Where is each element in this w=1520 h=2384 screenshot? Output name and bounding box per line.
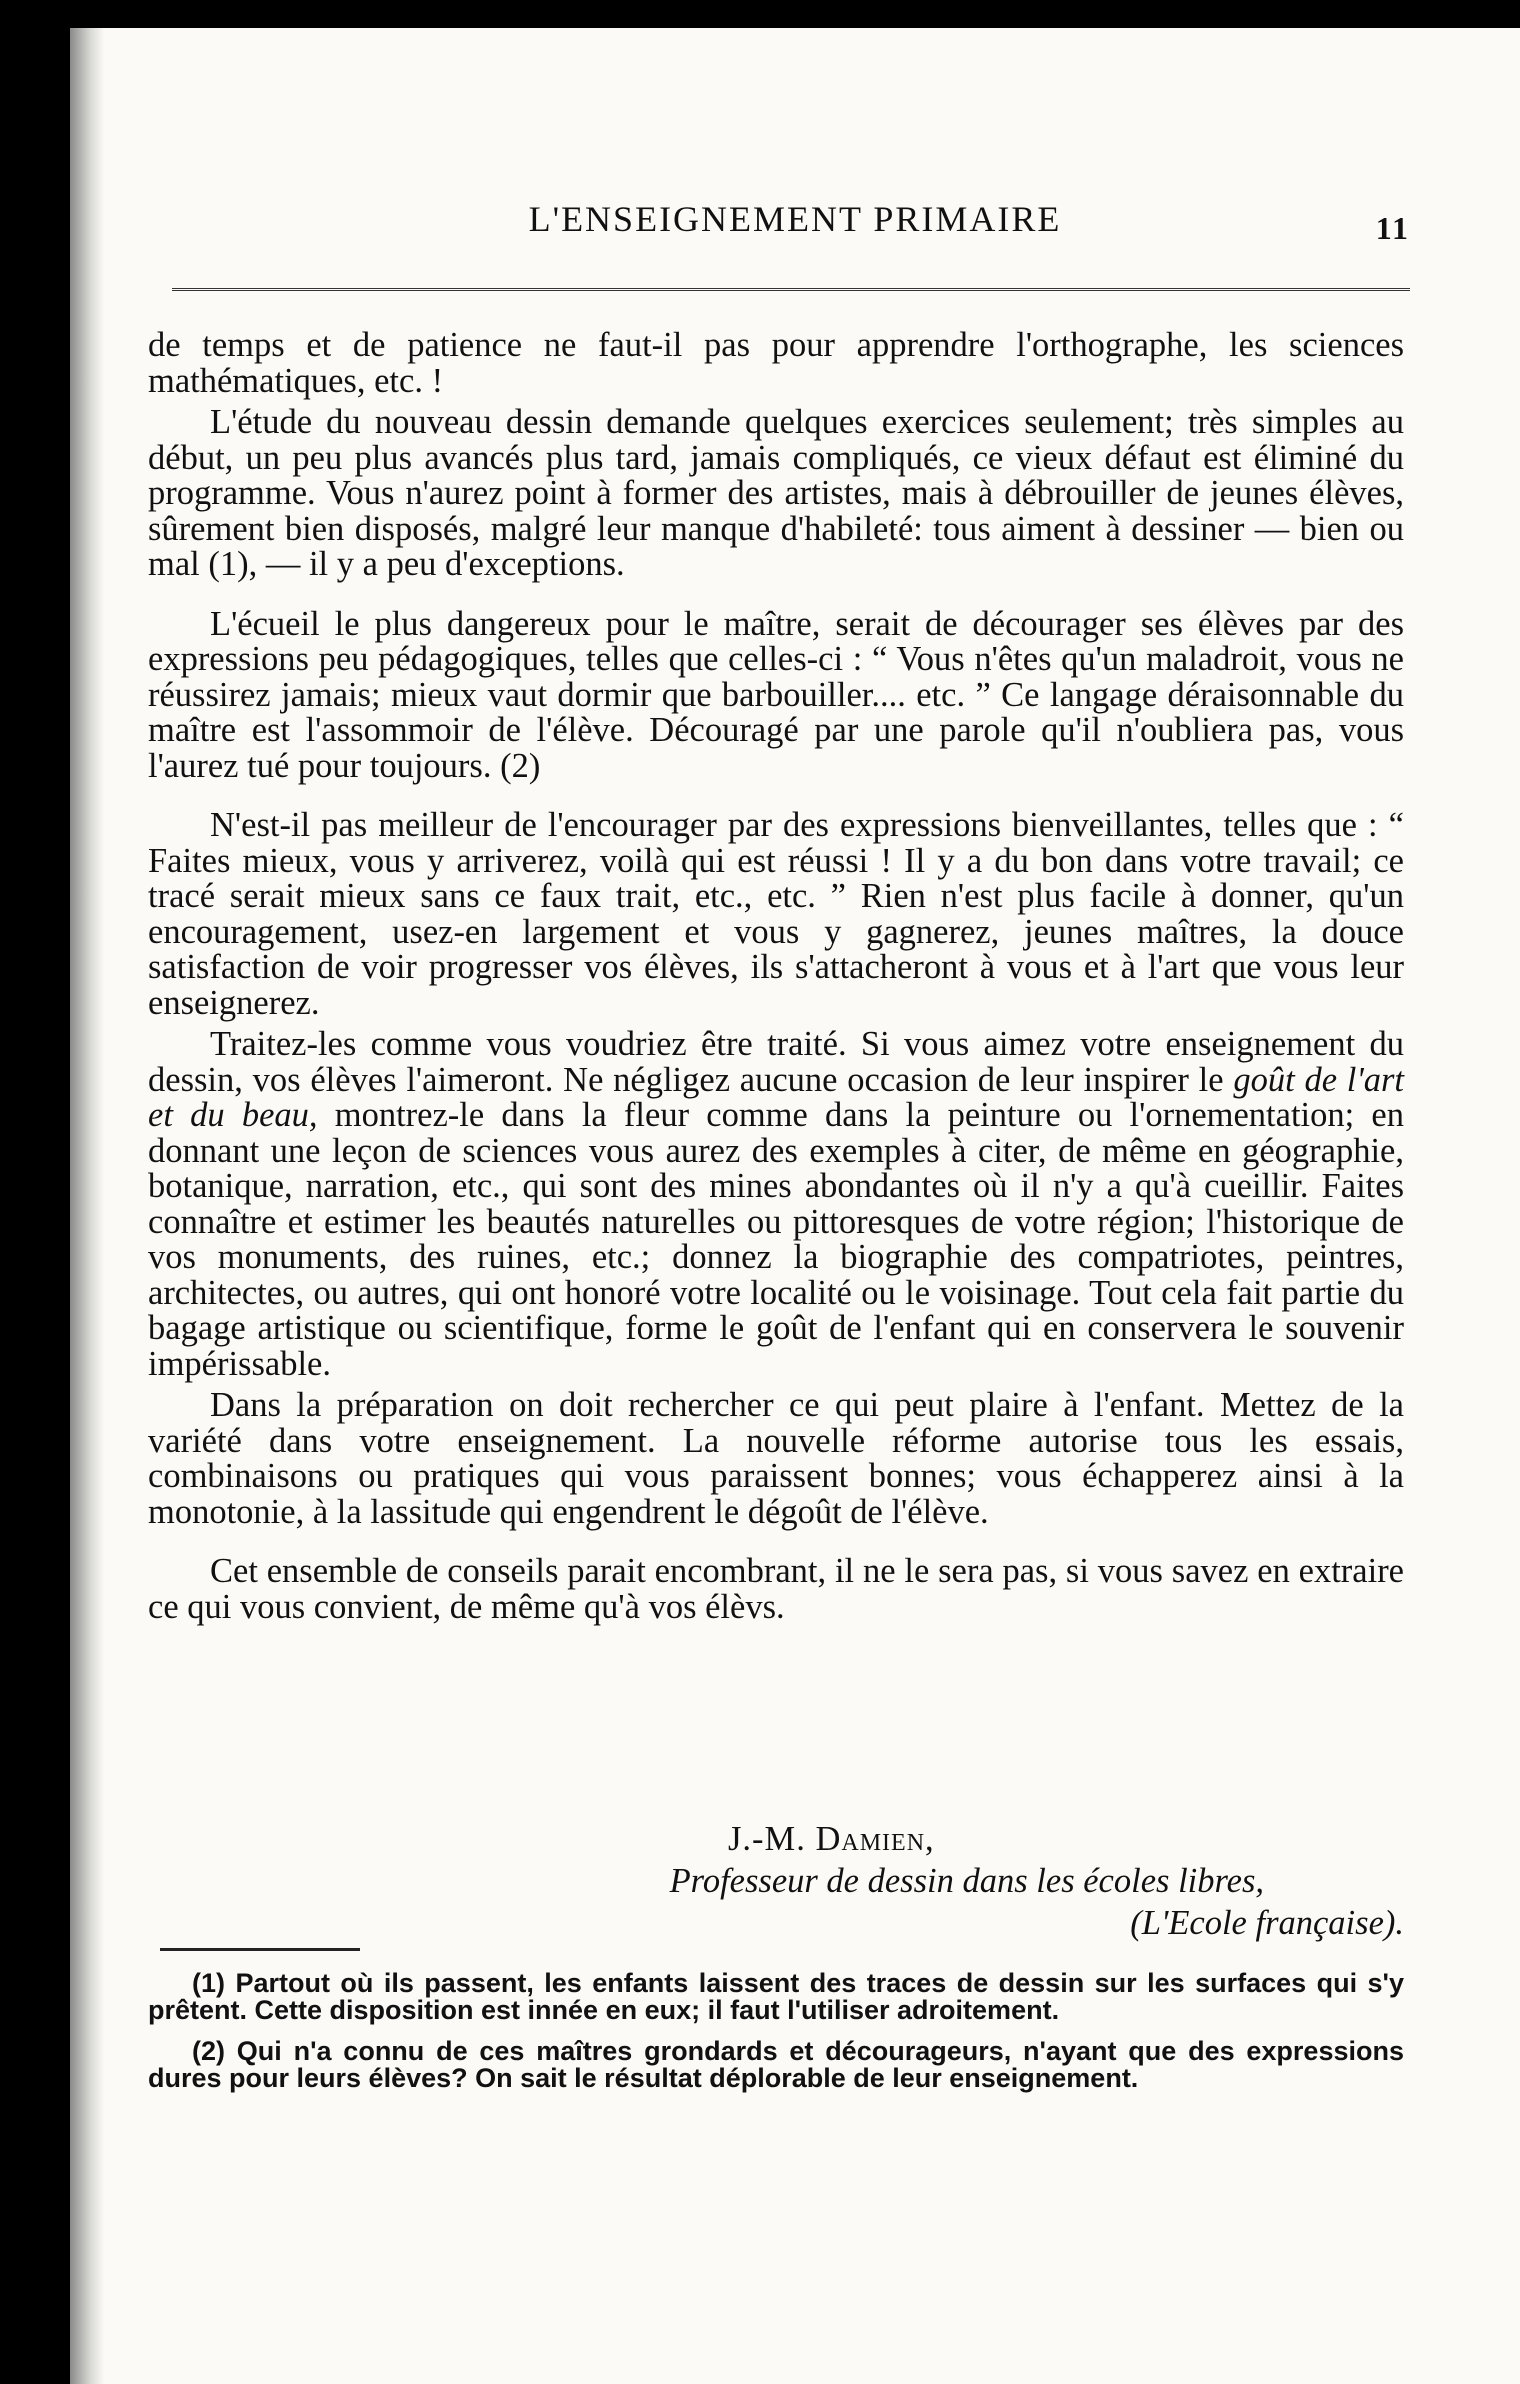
traitez-text-end: montrez-le dans la fleur comme dans la peinture ou l'ornementation; en donnant une leçon de sciences vous aurez des exemples à citer, de même en géographie, botanique, narration, etc., qui sont des mines abondantes où il n'y a qu'à cueillir. Faites connaître et estimer les beautés naturelles ou pittoresques de votre région; l'historique de vos monuments, des ruines, etc.; donnez la biographie des compatriotes, peintres, architectes, ou autres, qui ont honoré votre localité ou le voisinage. Tout cela fait partie du bagage artistique ou scientifique, forme le goût de l'enfant qui en conservera le souvenir impérissable. — [148, 1096, 1404, 1383]
paragraph-traitez — [148, 1027, 1404, 1382]
source-publication: (L'Ecole française). — [1130, 1904, 1404, 1942]
emphasis-gout-art: goût de l'art et du beau, — [148, 1060, 1405, 1134]
footnote-1: (1) Partout où ils passent, les enfants laissent des traces de dessin sur les surfaces qui s'y prêtent. Cette disposition est innée en eux; il faut l'utiliser adroitement. — [148, 1968, 1404, 2025]
footnotes — [148, 1970, 1404, 2106]
traitez-text-start: Traitez-les comme vous voudriez être traité. Si vous aimez votre enseignement du dessin, vos élèves l'aimeront. Ne négligez aucune occasion de leur inspirer le — [148, 1025, 1404, 1099]
footnote-rule — [160, 1948, 360, 1951]
paragraph-ecueil: L'écueil le plus dangereux pour le maître, serait de décourager ses élèves par des expressions peu pédagogiques, telles que celles-ci : “ Vous n'êtes qu'un maladroit, vous ne réussirez jamais; mieux vaut dormir que barbouiller.... etc. ” Ce langage déraisonnable du maître est l'assommoir de l'élève. Découragé par une parole qu'il n'oubliera pas, vous l'aurez tué pour toujours. (2) — [148, 604, 1404, 785]
header-rule — [172, 288, 1410, 295]
running-title: L'ENSEIGNEMENT PRIMAIRE — [528, 199, 1062, 239]
page-spine-shadow — [70, 28, 104, 2384]
paragraph-encourager: N'est-il pas meilleur de l'encourager par des expressions bienveillantes, telles que : “ Faites mieux, vous y arriverez, voilà qui est réussi ! Il y a du bon dans votre travail; ce tracé serait mieux sans ce faux trait, etc., etc. ” Rien n'est plus facile à donner, qu'un encouragement, usez-en largement et vous y gagnerez, jeunes maîtres, la douce satisfaction de voir progresser vos élèves, ils s'attacheront à vous et à l'art que vous leur enseignerez. — [148, 806, 1404, 1022]
author-initials: J.-M. — [728, 1820, 816, 1858]
footnote-2: (2) Qui n'a connu de ces maîtres grondards et décourageurs, n'ayant que des expressions dures pour leurs élèves? On sait le résultat déplorable de leur enseignement. — [148, 2036, 1404, 2093]
author-title: Professeur de dessin dans les écoles libres, — [669, 1862, 1264, 1900]
paragraph-etude: L'étude du nouveau dessin demande quelques exercices seulement; très simples au début, un peu plus avancés plus tard, jamais compliqués, ce vieux défaut est éliminé du programme. Vous n'aurez point à former des artistes, mais à débrouiller de jeunes élèves, sûrement bien disposés, malgré leur manque d'habileté: tous aiment à dessiner — bien ou mal (1), — il y a peu d'exceptions. — [148, 403, 1404, 583]
paragraph-continued: de temps et de patience ne faut-il pas pour apprendre l'orthographe, les sciences mathématiques, etc. ! — [148, 326, 1404, 400]
author-name — [728, 1818, 1404, 1860]
author-surname: Damien, — [815, 1820, 935, 1858]
paragraph-preparation: Dans la préparation on doit rechercher ce qui peut plaire à l'enfant. Mettez de la variété dans votre enseignement. La nouvelle réforme autorise tous les essais, combinaisons ou pratiques qui vous paraissent bonnes; vous échapperez ainsi à la monotonie, à la lassitude qui engendrent le dégoût de l'élève. — [148, 1386, 1404, 1531]
paragraph-conseils: Cet ensemble de conseils parait encombrant, il ne le sera pas, si vous savez en extraire ce qui vous convient, de même qu'à vos élèvs. — [148, 1552, 1404, 1626]
page-number: 11 — [1375, 210, 1410, 246]
book-page — [70, 28, 1520, 2384]
body-text — [148, 328, 1404, 1625]
signature-block — [148, 1818, 1404, 1944]
